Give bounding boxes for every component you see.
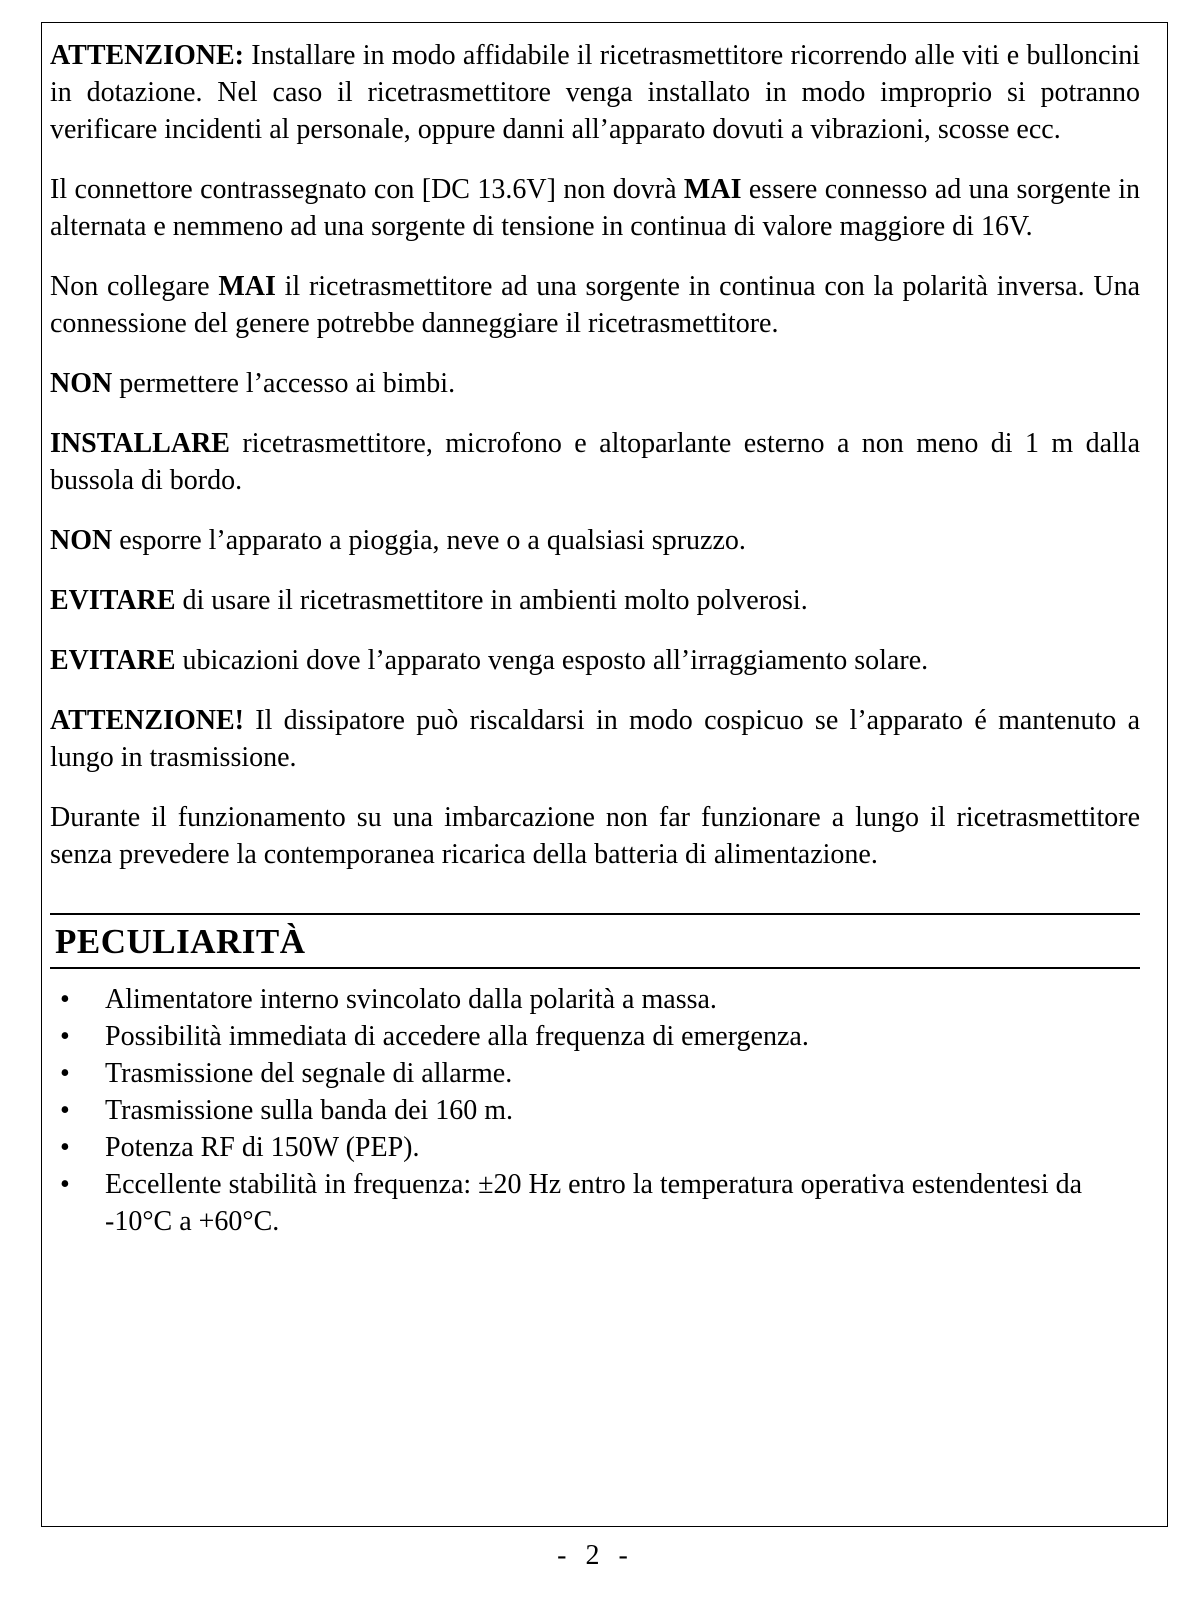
sun-lead: EVITARE <box>50 645 176 676</box>
compass-text: ricetrasmettitore, microfono e altoparlante esterno a non meno di 1 m dalla bussola di bordo. <box>50 428 1140 496</box>
polarity-post: il ricetrasmettitore ad una sorgente in continua con la polarità inversa. Una connessione del genere potrebbe danneggiare il ricetrasmettitore. <box>50 271 1140 339</box>
page-content <box>50 37 1140 1240</box>
battery-paragraph: Durante il funzionamento su una imbarcazione non far funzionare a lungo il ricetrasmettitore senza prevedere la contemporanea ricarica della batteria di alimentazione. <box>50 802 1140 870</box>
sun-text: ubicazioni dove l’apparato venga esposto all’irraggiamento solare. <box>175 645 929 676</box>
warning-text: Installare in modo affidabile il ricetrasmettitore ricorrendo alle viti e bulloncini in dotazione. Nel caso il ricetrasmettitore venga installato in modo improprio si potranno verificare incidenti al personale, oppure danni all’apparato dovuti a vibrazioni, scosse ecc. <box>50 40 1140 145</box>
children-text: permettere l’accesso ai bimbi. <box>112 368 456 399</box>
dc-connector-emphasis: MAI <box>683 174 742 205</box>
bullet-icon: • <box>60 1058 70 1089</box>
dc-connector-pre: Il connettore contrassegnato con [DC 13.6V] non dovrà <box>50 174 684 205</box>
list-item <box>50 1166 1140 1240</box>
children-paragraph <box>50 365 1140 402</box>
list-item <box>50 981 1140 1018</box>
children-lead: NON <box>50 368 113 399</box>
heatsink-lead: ATTENZIONE! <box>50 705 244 736</box>
dc-connector-post: essere connesso ad una sorgente in alternata e nemmeno ad una sorgente di tensione in continua di valore maggiore di 16V. <box>50 174 1140 242</box>
list-item <box>50 1055 1140 1092</box>
polarity-paragraph <box>50 268 1140 342</box>
polarity-emphasis: MAI <box>218 271 276 302</box>
sun-paragraph <box>50 642 1140 679</box>
list-item-text: Potenza RF di 150W (PEP). <box>105 1132 420 1163</box>
bullet-icon: • <box>60 1169 70 1200</box>
heatsink-paragraph <box>50 702 1140 776</box>
section-bottom-rule <box>50 967 1140 969</box>
dust-paragraph <box>50 582 1140 619</box>
heatsink-text: Il dissipatore può riscaldarsi in modo cospicuo se l’apparato é mantenuto a lungo in trasmissione. <box>50 705 1140 773</box>
dust-text: di usare il ricetrasmettitore in ambienti molto polverosi. <box>175 585 808 616</box>
compass-paragraph <box>50 425 1140 499</box>
bullet-icon: • <box>60 1132 70 1163</box>
dc-connector-paragraph <box>50 171 1140 245</box>
list-item-text: Possibilità immediata di accedere alla frequenza di emergenza. <box>105 1021 809 1052</box>
section-heading: PECULIARITÀ <box>55 922 306 961</box>
features-list <box>50 981 1140 1240</box>
list-item-text: Trasmissione del segnale di allarme. <box>105 1058 513 1089</box>
list-item-text: Trasmissione sulla banda dei 160 m. <box>105 1095 514 1126</box>
page-number: - 2 - <box>557 1540 634 1571</box>
rain-paragraph <box>50 522 1140 559</box>
rain-text: esporre l’apparato a pioggia, neve o a qualsiasi spruzzo. <box>112 525 746 556</box>
warning-lead: ATTENZIONE: <box>50 40 244 71</box>
list-item <box>50 1018 1140 1055</box>
rain-lead: NON <box>50 525 113 556</box>
bullet-icon: • <box>60 1095 70 1126</box>
list-item-text: Eccellente stabilità in frequenza: ±20 Hz entro la temperatura operativa estendentesi da -10°C a +60°C. <box>105 1169 1083 1237</box>
list-item-text: Alimentatore interno svincolato dalla polarità a massa. <box>105 984 717 1015</box>
dust-lead: EVITARE <box>50 585 176 616</box>
polarity-pre: Non collegare <box>50 271 219 302</box>
warning-install-paragraph <box>50 37 1140 148</box>
features-section <box>50 913 1140 1240</box>
bullet-icon: • <box>60 984 70 1015</box>
list-item <box>50 1092 1140 1129</box>
bullet-icon: • <box>60 1021 70 1052</box>
compass-lead: INSTALLARE <box>50 428 230 459</box>
list-item <box>50 1129 1140 1166</box>
